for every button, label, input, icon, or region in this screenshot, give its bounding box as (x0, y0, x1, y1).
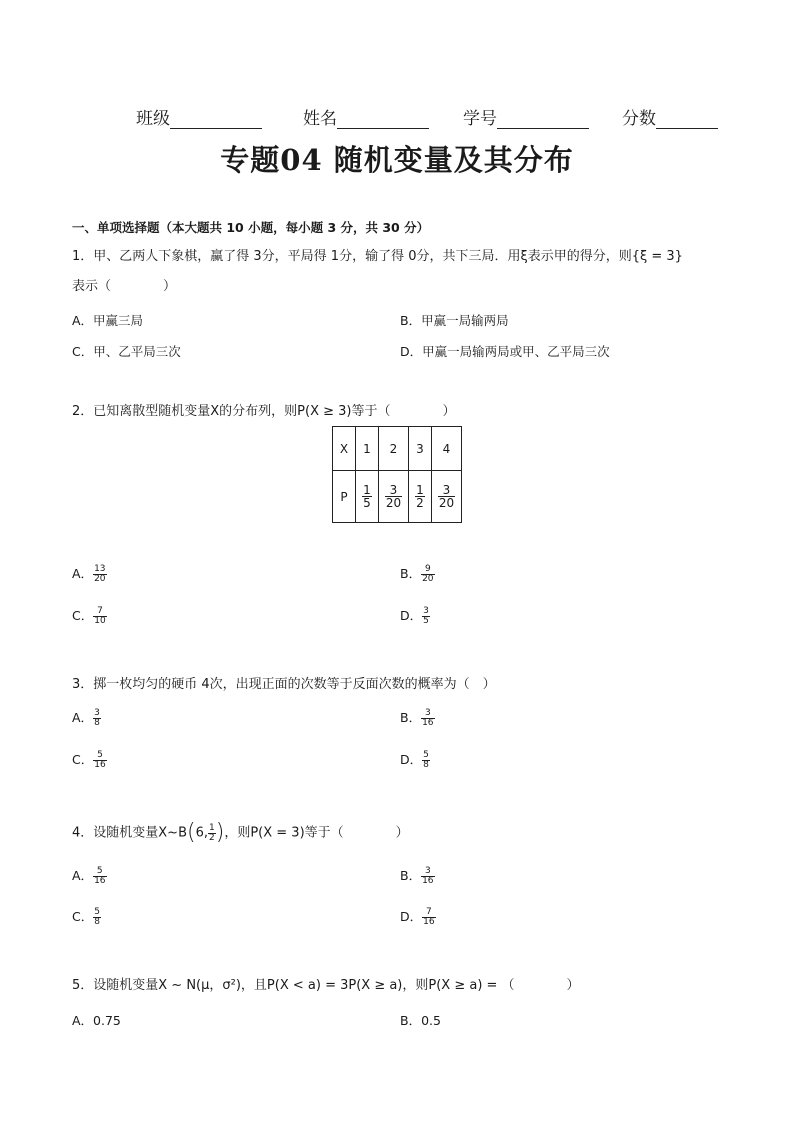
q3-option-d[interactable]: D． $\frac{5}{8}$ (400, 750, 429, 770)
q5-option-b[interactable]: B．0.5 (400, 1013, 441, 1028)
distribution-table (332, 426, 462, 523)
class-label: 班级 (136, 109, 170, 129)
score-blank[interactable] (656, 112, 718, 129)
q2-option-d[interactable]: D． $\frac{3}{5}$ (400, 606, 429, 626)
class-blank[interactable] (170, 112, 262, 129)
name-label: 姓名 (303, 109, 337, 129)
table-cell: 1 (356, 427, 379, 471)
q2-option-b[interactable]: B． $\frac{9}{20}$ (400, 564, 434, 584)
q2-option-a[interactable]: A． $\frac{13}{20}$ (72, 564, 106, 584)
section-heading: 一、单项选择题（本大题共 10 小题，每小题 3 分，共 30 分） (72, 220, 430, 235)
q4-option-d[interactable]: D． $\frac{7}{16}$ (400, 907, 435, 927)
id-blank[interactable] (497, 112, 589, 129)
q4-stem: 4．设随机变量X~B(6, $\frac{1}{2}$ )，则P(X = 3)等于（ ） (72, 820, 409, 845)
q1-stem: 1．甲、乙两人下象棋，赢了得 3分，平局得 1分，输了得 0分，共下三局．用ξ表示甲的得分，则{ξ = 3} (72, 249, 683, 264)
score-field (622, 104, 718, 129)
q4-option-c[interactable]: C． $\frac{5}{8}$ (72, 907, 100, 927)
q3-option-c[interactable]: C． $\frac{5}{16}$ (72, 750, 106, 770)
table-cell: $\frac{3}{20}$ (379, 471, 409, 523)
q4-option-a[interactable]: A． $\frac{5}{16}$ (72, 866, 106, 886)
page-title: 专题04 随机变量及其分布 (220, 143, 574, 177)
id-label: 学号 (463, 109, 497, 129)
table-header-p: P (333, 471, 356, 523)
q5-stem: 5．设随机变量X ~ N(μ，σ²)，且P(X < a) = 3P(X ≥ a)，则P(X ≥ a) = （ ） (72, 978, 580, 993)
q1-option-a[interactable]: A．甲赢三局 (72, 313, 144, 328)
table-cell: 4 (432, 427, 462, 471)
q2-option-c[interactable]: C． $\frac{7}{10}$ (72, 606, 106, 626)
q1-option-c[interactable]: C．甲、乙平局三次 (72, 344, 181, 359)
class-field (136, 104, 262, 129)
q1-option-d[interactable]: D．甲赢一局输两局或甲、乙平局三次 (400, 344, 610, 359)
q5-option-a[interactable]: A．0.75 (72, 1013, 121, 1028)
q2-stem: 2．已知离散型随机变量X的分布列，则P(X ≥ 3)等于（ ） (72, 404, 456, 419)
table-cell: $\frac{1}{2}$ (409, 471, 432, 523)
table-cell: 3 (409, 427, 432, 471)
table-cell: $\frac{1}{5}$ (356, 471, 379, 523)
score-label: 分数 (622, 109, 656, 129)
q3-option-a[interactable]: A． $\frac{3}{8}$ (72, 708, 100, 728)
table-cell: 2 (379, 427, 409, 471)
name-blank[interactable] (337, 112, 429, 129)
name-field (303, 104, 429, 129)
id-field (463, 104, 589, 129)
table-cell: $\frac{3}{20}$ (432, 471, 462, 523)
q3-stem: 3．掷一枚均匀的硬币 4次，出现正面的次数等于反面次数的概率为（ ） (72, 677, 496, 692)
q1-option-b[interactable]: B．甲赢一局输两局 (400, 313, 509, 328)
q3-option-b[interactable]: B． $\frac{3}{16}$ (400, 708, 434, 728)
q1-stem-cont: 表示（ ） (72, 279, 177, 294)
table-header-x: X (333, 427, 356, 471)
q4-option-b[interactable]: B． $\frac{3}{16}$ (400, 866, 434, 886)
